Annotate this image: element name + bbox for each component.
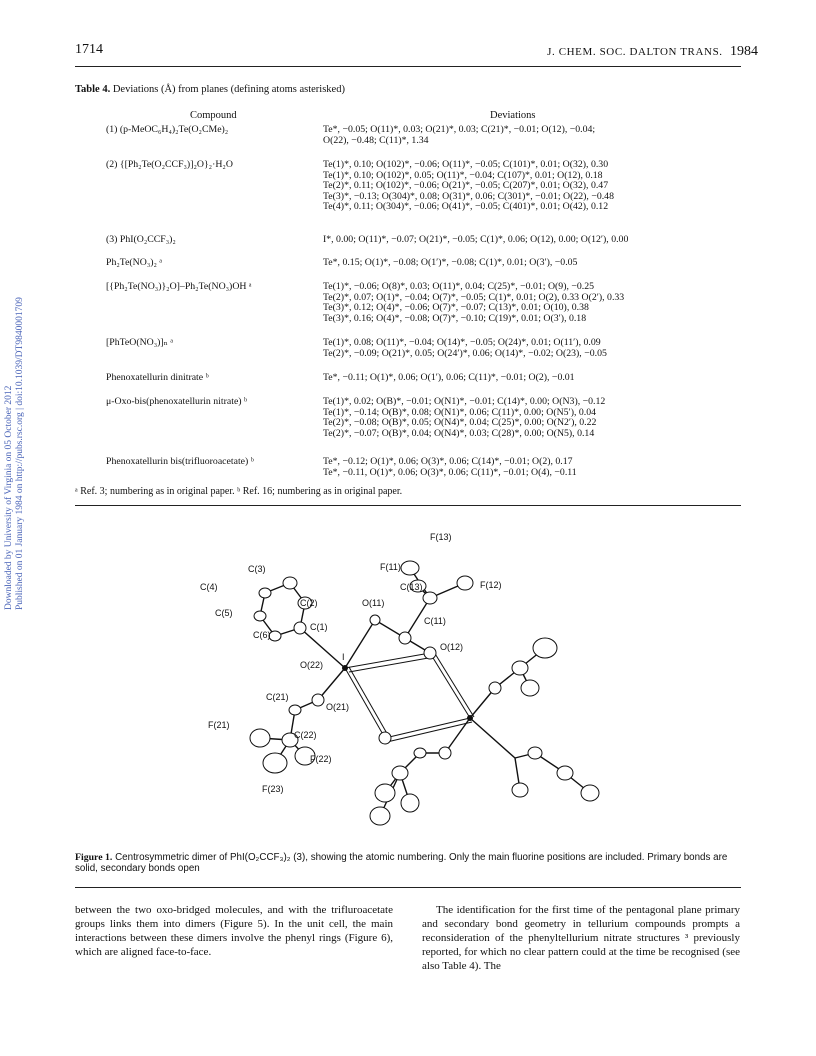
deviation-line: Te(1)*, 0.10; O(102)*, 0.05; O(11)*, −0.04; C(107)*, 0.01; O(12), 0.18 [323, 169, 603, 181]
compound-cell: Phenoxatellurin bis(trifluoroacetate) ᵇ [106, 456, 254, 467]
deviation-line: Te(2)*, 0.07; O(1)*, −0.04; O(7)*, −0.05; C(1)*, 0.01; O(2), 0.33 O(2′), 0.33 [323, 291, 625, 303]
table-header-compound: Compound [190, 110, 237, 121]
atom-label-o21: O(21) [326, 702, 350, 712]
figure-caption [75, 852, 741, 874]
deviation-line: Te(1)*, 0.08; O(11)*, −0.04; O(14)*, −0.05; O(24)*, 0.01; O(11′), 0.09 [323, 337, 601, 348]
table-header-deviations: Deviations [490, 110, 536, 121]
deviation-line: Te*, −0.12; O(1)*, 0.06; O(3)*, 0.06; C(14)*, −0.01; O(2), 0.17 [323, 456, 573, 467]
table-caption-text: Deviations (Å) from planes (defining atoms asterisked) [112, 84, 345, 95]
deviations-cell [323, 258, 753, 269]
atom-labels [200, 532, 502, 794]
deviation-line: I*, 0.00; O(11)*, −0.07; O(21)*, −0.05; C(1)*, 0.06; O(12), 0.00; O(12′), 0.00 [323, 234, 629, 245]
compound-cell: [{Ph₂Te(NO₃)}₂O]–Ph₂Te(NO₃)OH ᵃ [106, 281, 252, 292]
deviation-line: Te(3)*, 0.12; O(4)*, −0.06; O(7)*, −0.07; C(13)*, 0.01; O(10), 0.38 [323, 302, 589, 314]
deviation-line: Te(2)*, −0.08; O(B)*, 0.05; O(N4)*, 0.04; C(25)*, 0.00; O(N2′), 0.22 [323, 417, 597, 429]
atom-label-c4: C(4) [200, 582, 218, 592]
deviation-line: Te*, −0.05; O(11)*, 0.03; O(21)*, 0.03; C(21)*, −0.01; O(12), −0.04; [323, 124, 596, 135]
deviation-line: Te(2)*, 0.11; O(102)*, −0.06; O(21)*, −0.05; C(207)*, 0.01; O(32), 0.47 [323, 180, 609, 192]
deviation-line: Te(3)*, −0.13; O(304)*, 0.08; O(31)*, 0.06; C(301)*, −0.01; O(22), −0.48 [323, 190, 614, 202]
atom-label-i: I [342, 652, 345, 662]
deviation-line: Te(1)*, −0.06; O(8)*, 0.03; O(11)*, 0.04; C(25)*, −0.01; O(9), −0.25 [323, 281, 595, 292]
atom-label-c2: C(2) [300, 598, 318, 608]
body-column-left: between the two oxo-bridged molecules, and with the trifluroacetate groups links them into dimers (Figure 5). In the unit cell, the main interactions between these dimers involve the phenyl rings (Figure 6), which are aligned face-to-face. [75, 904, 393, 958]
deviation-line: Te(4)*, 0.11; O(304)*, −0.06; O(41)*, −0.05; C(401)*, 0.01; O(42), 0.12 [323, 201, 609, 213]
atom-label-o22: O(22) [300, 660, 324, 670]
deviations-cell [323, 235, 753, 246]
side-note-line-1: Downloaded by University of Virginia on 05 October 2012 [4, 385, 14, 610]
deviations-cell [323, 457, 753, 478]
atom-label-f21: F(21) [208, 720, 230, 730]
molecule-figure [190, 528, 640, 848]
page-number: 1714 [75, 42, 103, 57]
deviations-cell [323, 160, 753, 213]
iodine-atoms [342, 665, 473, 721]
atom-label-c11: C(11) [424, 616, 446, 626]
atom-label-c13: C(13) [400, 582, 423, 592]
deviations-cell [323, 397, 753, 439]
atom-label-c6: C(6) [253, 630, 271, 640]
deviation-line: Te*, −0.11; O(1)*, 0.06; O(1′), 0.06; C(11)*, −0.01; O(2), −0.01 [323, 372, 575, 383]
deviation-line: Te(1)*, 0.02; O(B)*, −0.01; O(N1)*, −0.01; C(14)*, 0.00; O(N3), −0.12 [323, 396, 606, 407]
deviations-cell [323, 282, 753, 324]
compound-cell: (2) {[Ph₂Te(O₂CCF₃)]₂O}₂·H₂O [106, 159, 233, 170]
compound-cell: (1) (p-MeOC₆H₄)₂Te(O₂CMe)₂ [106, 124, 229, 135]
atom-label-f22: F(22) [310, 754, 332, 764]
deviation-line: O(22), −0.48; C(11)*, 1.34 [323, 134, 429, 146]
atom-label-f23: F(23) [262, 784, 284, 794]
compound-cell: μ-Oxo-bis(phenoxatellurin nitrate) ᵇ [106, 396, 248, 407]
atom-label-c22: C(22) [294, 730, 317, 740]
atom-label-o11: O(11) [362, 598, 385, 608]
journal-header [547, 44, 758, 60]
deviation-line: Te(1)*, 0.10; O(102)*, −0.06; O(11)*, −0.05; C(101)*, 0.01; O(32), 0.30 [323, 159, 609, 170]
deviation-line: Te(2)*, −0.09; O(21)*, 0.05; O(24′)*, 0.06; O(14)*, −0.02; O(23), −0.05 [323, 347, 607, 359]
atom-label-c3: C(3) [248, 564, 266, 574]
table-caption [75, 84, 345, 95]
deviation-line: Te*, 0.15; O(1)*, −0.08; O(1′)*, −0.08; C(1)*, 0.01; O(3′), −0.05 [323, 257, 578, 268]
table-footnote: ᵃ Ref. 3; numbering as in original paper. ᵇ Ref. 16; numbering as in original paper. [75, 486, 403, 497]
secondary-bonds [345, 652, 474, 742]
compound-cell: (3) PhI(O₂CCF₃)₂ [106, 234, 176, 245]
atom-label-c5: C(5) [215, 608, 233, 618]
journal-name: J. CHEM. SOC. DALTON TRANS. [547, 46, 723, 58]
figure-caption-text: Centrosymmetric dimer of PhI(O₂CCF₃)₂ (3), showing the atomic numbering. Only the main fluorine positions are included. Primary bonds are solid, secondary bonds open [75, 852, 728, 874]
deviations-cell [323, 338, 753, 359]
atom-label-f12: F(12) [480, 580, 502, 590]
body-column-right: The identification for the first time of the pentagonal plane primary and secondary bond geometry in tellurium compounds prompts a reconsideration of the phenyltellurium nitrate structures ³ previously reported, for which no clear pattern could at the time be recognised (see also Table 4). The [422, 904, 740, 972]
deviation-line: Te(2)*, −0.07; O(B)*, 0.04; O(N4)*, 0.03; C(28)*, 0.00; O(N5), 0.14 [323, 427, 595, 439]
table-caption-label: Table 4. [75, 84, 111, 95]
download-side-note [4, 297, 26, 610]
atom-label-f13: F(13) [430, 532, 452, 542]
side-note-line-2: Published on 01 January 1984 on http://pubs.rsc.org | doi:10.1039/DT9840001709 [15, 297, 25, 610]
compound-cell: [PhTeO(NO₃)]ₙ ᵃ [106, 337, 174, 348]
atom-label-f11: F(11) [380, 562, 401, 572]
deviation-line: Te(1)*, −0.14; O(B)*, 0.08; O(N1)*, 0.06; C(11)*, 0.00; O(N5′), 0.04 [323, 406, 597, 418]
deviations-cell [323, 373, 753, 384]
deviation-line: Te(3)*, 0.16; O(4)*, −0.08; O(7)*, −0.10; C(19)*, 0.01; O(3′), 0.18 [323, 312, 587, 324]
figure-caption-label: Figure 1. [75, 852, 113, 863]
deviations-cell [323, 125, 753, 146]
table-bottom-rule [75, 505, 741, 506]
journal-year: 1984 [730, 44, 758, 59]
deviation-line: Te*, −0.11, O(1)*, 0.06; O(3)*, 0.06; C(11)*, −0.01; O(4), −0.11 [323, 466, 577, 478]
atom-label-c1: C(1) [310, 622, 328, 632]
compound-cell: Ph₂Te(NO₃)₂ ᵃ [106, 257, 163, 268]
atom-label-c21: C(21) [266, 692, 289, 702]
figure-bottom-rule [75, 887, 741, 888]
compound-cell: Phenoxatellurin dinitrate ᵇ [106, 372, 209, 383]
atom-label-o12: O(12) [440, 642, 464, 652]
header-rule [75, 66, 741, 67]
